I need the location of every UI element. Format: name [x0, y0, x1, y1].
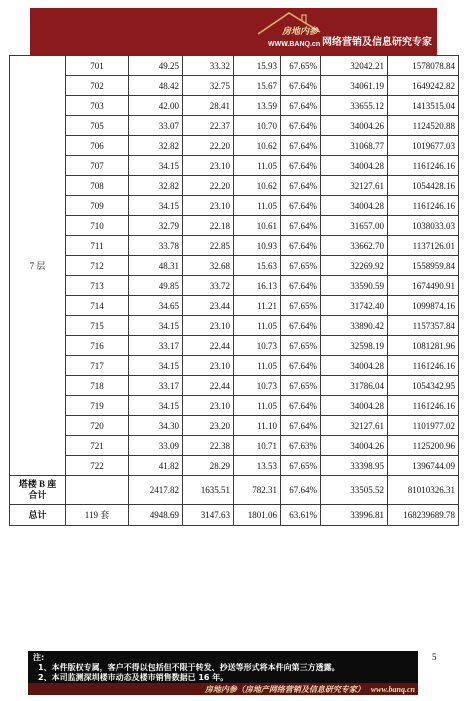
value-cell: 32598.19 [321, 336, 388, 356]
floor-label: 7 层 [10, 56, 66, 476]
value-cell: 81010326.31 [388, 476, 459, 505]
value-cell: 2417.82 [129, 476, 183, 505]
footer-url: www.banq.cn [370, 685, 415, 694]
value-cell: 34.15 [129, 356, 183, 376]
unit-number-cell: 717 [66, 356, 129, 376]
value-cell: 33996.81 [321, 505, 388, 526]
value-cell: 13.59 [234, 96, 281, 116]
table-row [10, 456, 459, 476]
value-cell: 33.17 [129, 376, 183, 396]
value-cell: 32042.21 [321, 56, 388, 76]
subtotal-label-line2: 合计 [28, 490, 47, 500]
value-cell: 11.05 [234, 396, 281, 416]
table-row [10, 356, 459, 376]
brand-url: WWW.BANQ.cn [268, 41, 321, 48]
unit-number-cell: 715 [66, 316, 129, 336]
value-cell: 15.93 [234, 56, 281, 76]
value-cell: 1137126.01 [388, 236, 459, 256]
value-cell: 41.82 [129, 456, 183, 476]
value-cell: 32.82 [129, 136, 183, 156]
unit-number-cell: 718 [66, 376, 129, 396]
footer-brand-line [205, 685, 415, 694]
value-cell: 22.85 [183, 236, 234, 256]
value-cell: 67.64% [281, 96, 321, 116]
unit-number-cell: 709 [66, 196, 129, 216]
value-cell: 31786.04 [321, 376, 388, 396]
value-cell: 11.05 [234, 316, 281, 336]
value-cell: 34.15 [129, 316, 183, 336]
value-cell: 33.78 [129, 236, 183, 256]
unit-number-cell: 721 [66, 436, 129, 456]
value-cell: 33890.42 [321, 316, 388, 336]
value-cell: 67.64% [281, 196, 321, 216]
header-banner [30, 8, 437, 55]
value-cell: 1019677.03 [388, 136, 459, 156]
table-row [10, 196, 459, 216]
value-cell: 1124520.88 [388, 116, 459, 136]
value-cell: 1649242.82 [388, 76, 459, 96]
value-cell: 1157357.84 [388, 316, 459, 336]
value-cell: 1054342.95 [388, 376, 459, 396]
unit-number-cell: 714 [66, 296, 129, 316]
value-cell: 16.13 [234, 276, 281, 296]
value-cell: 1161246.16 [388, 156, 459, 176]
value-cell: 34004.28 [321, 356, 388, 376]
value-cell: 23.10 [183, 396, 234, 416]
value-cell: 22.18 [183, 216, 234, 236]
note-item: 1、本件版权专属，客户不得以包括但不限于转发、抄送等形式将本件向第三方透露。 [38, 663, 340, 672]
value-cell: 23.10 [183, 196, 234, 216]
unit-number-cell: 706 [66, 136, 129, 156]
value-cell: 22.20 [183, 136, 234, 156]
value-cell: 1635.51 [183, 476, 234, 505]
value-cell: 67.64% [281, 156, 321, 176]
table-row [10, 236, 459, 256]
value-cell: 34.65 [129, 296, 183, 316]
table-row [10, 96, 459, 116]
value-cell: 49.25 [129, 56, 183, 76]
value-cell: 67.65% [281, 456, 321, 476]
table-row [10, 216, 459, 236]
value-cell: 67.64% [281, 476, 321, 505]
unit-number-cell: 722 [66, 456, 129, 476]
value-cell: 31742.40 [321, 296, 388, 316]
value-cell: 34.15 [129, 396, 183, 416]
value-cell: 67.65% [281, 56, 321, 76]
value-cell: 10.62 [234, 136, 281, 156]
note-item: 2、本司监测深圳楼市动态及楼市销售数据已 16 年。 [38, 673, 229, 682]
value-cell: 48.31 [129, 256, 183, 276]
value-cell: 67.65% [281, 376, 321, 396]
value-cell: 32.82 [129, 176, 183, 196]
value-cell: 34.15 [129, 156, 183, 176]
table-row [10, 416, 459, 436]
table-row [10, 176, 459, 196]
table-row [10, 296, 459, 316]
table-row [10, 76, 459, 96]
unit-number-cell: 703 [66, 96, 129, 116]
unit-number-cell: 716 [66, 336, 129, 356]
value-cell: 23.44 [183, 296, 234, 316]
value-cell: 33.09 [129, 436, 183, 456]
value-cell: 67.63% [281, 436, 321, 456]
total-unit-count: 119 套 [66, 505, 129, 526]
table-row [10, 316, 459, 336]
value-cell: 15.63 [234, 256, 281, 276]
table-row [10, 256, 459, 276]
value-cell: 10.71 [234, 436, 281, 456]
value-cell: 1161246.16 [388, 396, 459, 416]
table-row [10, 376, 459, 396]
total-label: 总计 [10, 505, 66, 526]
value-cell: 1396744.09 [388, 456, 459, 476]
value-cell: 67.64% [281, 76, 321, 96]
value-cell: 67.64% [281, 136, 321, 156]
value-cell: 23.10 [183, 316, 234, 336]
brand-name: 房地内参 [282, 27, 319, 37]
table-row [10, 116, 459, 136]
value-cell: 34.15 [129, 196, 183, 216]
value-cell: 31657.00 [321, 216, 388, 236]
value-cell: 48.42 [129, 76, 183, 96]
value-cell: 34004.28 [321, 156, 388, 176]
value-cell: 15.67 [234, 76, 281, 96]
value-cell: 23.10 [183, 356, 234, 376]
unit-number-cell: 708 [66, 176, 129, 196]
table-row [10, 336, 459, 356]
value-cell: 782.31 [234, 476, 281, 505]
value-cell: 32.75 [183, 76, 234, 96]
subtotal-label-line1: 塔楼 B 座 [18, 479, 57, 489]
value-cell: 1801.06 [234, 505, 281, 526]
value-cell: 34.30 [129, 416, 183, 436]
value-cell: 3147.63 [183, 505, 234, 526]
unit-number-cell: 702 [66, 76, 129, 96]
value-cell: 23.20 [183, 416, 234, 436]
table-row [10, 396, 459, 416]
value-cell: 32.68 [183, 256, 234, 276]
brand-tagline: 网络营销及信息研究专家 [322, 37, 432, 48]
value-cell: 10.93 [234, 236, 281, 256]
value-cell: 34004.28 [321, 396, 388, 416]
value-cell: 22.37 [183, 116, 234, 136]
value-cell: 10.73 [234, 336, 281, 356]
value-cell: 33662.70 [321, 236, 388, 256]
unit-number-cell: 710 [66, 216, 129, 236]
value-cell: 1161246.16 [388, 356, 459, 376]
value-cell: 33655.12 [321, 96, 388, 116]
unit-rows [10, 56, 459, 476]
value-cell: 10.73 [234, 376, 281, 396]
table-row [10, 276, 459, 296]
value-cell: 33.07 [129, 116, 183, 136]
value-cell: 67.64% [281, 176, 321, 196]
value-cell: 10.61 [234, 216, 281, 236]
value-cell: 32.79 [129, 216, 183, 236]
value-cell: 67.64% [281, 116, 321, 136]
value-cell: 34061.19 [321, 76, 388, 96]
value-cell: 1099874.16 [388, 296, 459, 316]
value-cell: 67.65% [281, 256, 321, 276]
unit-number-cell: 701 [66, 56, 129, 76]
footer-brand-strip [28, 683, 418, 695]
value-cell: 28.29 [183, 456, 234, 476]
table-row [10, 56, 459, 76]
value-cell: 1038033.03 [388, 216, 459, 236]
page-number: 5 [432, 652, 437, 662]
value-cell: 33590.59 [321, 276, 388, 296]
summary-rows [10, 476, 459, 526]
value-cell: 1161246.16 [388, 196, 459, 216]
value-cell: 11.05 [234, 356, 281, 376]
value-cell: 1054428.16 [388, 176, 459, 196]
value-cell: 33.72 [183, 276, 234, 296]
value-cell: 1101977.02 [388, 416, 459, 436]
value-cell: 1413515.04 [388, 96, 459, 116]
value-cell: 32269.92 [321, 256, 388, 276]
unit-number-cell: 705 [66, 116, 129, 136]
value-cell: 10.70 [234, 116, 281, 136]
value-cell: 67.65% [281, 336, 321, 356]
subtotal-label [10, 476, 66, 505]
value-cell: 23.10 [183, 156, 234, 176]
value-cell: 10.62 [234, 176, 281, 196]
value-cell: 67.64% [281, 276, 321, 296]
value-cell: 67.64% [281, 416, 321, 436]
footer-brand-name: 房地内参（房地产网络营销及信息研究专家） [204, 684, 365, 694]
unit-number-cell: 711 [66, 236, 129, 256]
value-cell: 67.64% [281, 236, 321, 256]
value-cell: 67.64% [281, 316, 321, 336]
value-cell: 11.21 [234, 296, 281, 316]
value-cell: 11.05 [234, 196, 281, 216]
value-cell: 11.10 [234, 416, 281, 436]
value-cell: 34004.28 [321, 196, 388, 216]
value-cell: 67.64% [281, 396, 321, 416]
value-cell: 1081281.96 [388, 336, 459, 356]
table-row [10, 436, 459, 456]
value-cell: 1125200.96 [388, 436, 459, 456]
value-cell: 22.38 [183, 436, 234, 456]
value-cell: 42.00 [129, 96, 183, 116]
value-cell: 34004.26 [321, 436, 388, 456]
value-cell: 1578078.84 [388, 56, 459, 76]
unit-number-cell: 720 [66, 416, 129, 436]
value-cell: 13.53 [234, 456, 281, 476]
sales-table [9, 55, 459, 526]
value-cell: 4948.69 [129, 505, 183, 526]
value-cell: 33505.52 [321, 476, 388, 505]
value-cell: 67.64% [281, 356, 321, 376]
total-row [10, 505, 459, 526]
unit-number-cell: 713 [66, 276, 129, 296]
value-cell: 11.05 [234, 156, 281, 176]
value-cell: 32127.61 [321, 416, 388, 436]
value-cell: 1674490.91 [388, 276, 459, 296]
value-cell: 1558959.84 [388, 256, 459, 276]
unit-number-cell: 719 [66, 396, 129, 416]
footer-notes [28, 651, 418, 695]
value-cell: 33.32 [183, 56, 234, 76]
value-cell: 31068.77 [321, 136, 388, 156]
unit-number-cell: 712 [66, 256, 129, 276]
value-cell: 22.44 [183, 376, 234, 396]
value-cell: 49.85 [129, 276, 183, 296]
table-row [10, 156, 459, 176]
value-cell: 33.17 [129, 336, 183, 356]
value-cell: 22.20 [183, 176, 234, 196]
value-cell: 168239689.78 [388, 505, 459, 526]
unit-number-cell: 707 [66, 156, 129, 176]
table-row [10, 136, 459, 156]
value-cell: 28.41 [183, 96, 234, 116]
value-cell: 32127.61 [321, 176, 388, 196]
value-cell: 63.61% [281, 505, 321, 526]
value-cell: 33398.95 [321, 456, 388, 476]
value-cell: 67.65% [281, 296, 321, 316]
note-title: 注: [33, 653, 45, 662]
value-cell: 22.44 [183, 336, 234, 356]
subtotal-unit-cell [66, 476, 129, 505]
subtotal-row [10, 476, 459, 505]
value-cell: 67.64% [281, 216, 321, 236]
value-cell: 34004.26 [321, 116, 388, 136]
